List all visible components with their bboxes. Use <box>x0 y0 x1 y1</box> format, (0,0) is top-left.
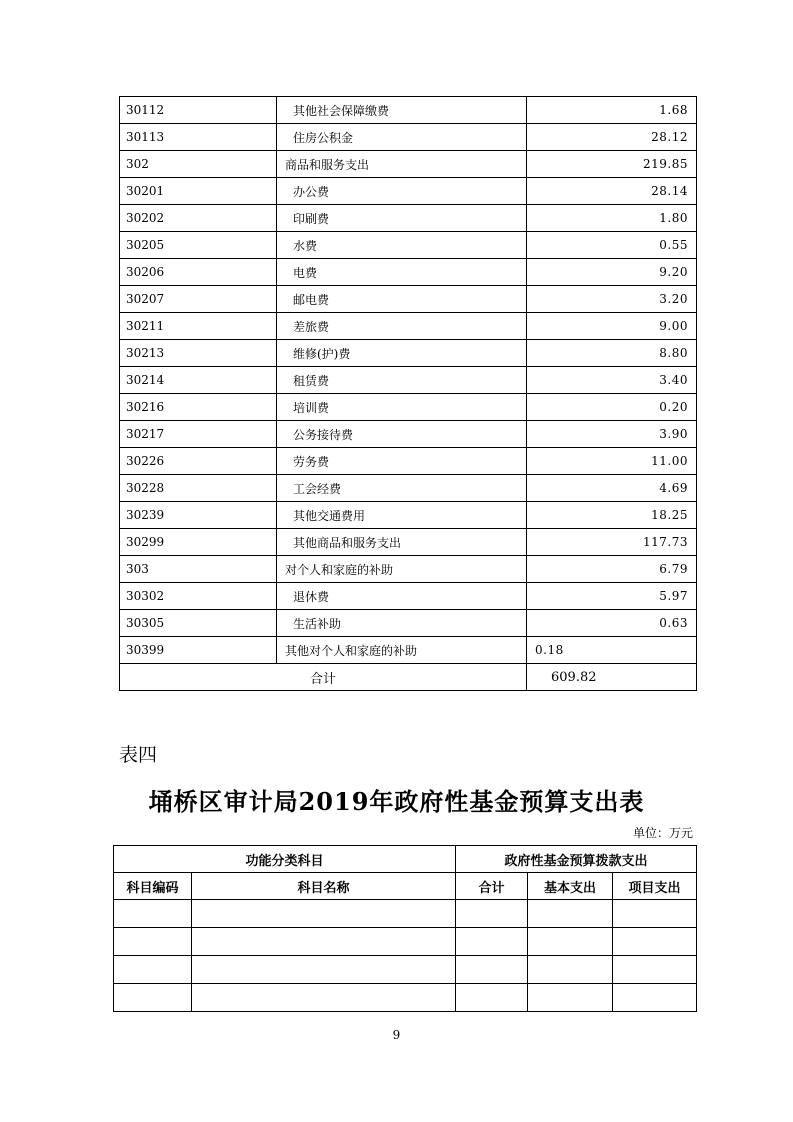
row-name: 维修(护)费 <box>277 340 527 367</box>
row-code: 30214 <box>120 367 277 394</box>
expenditure-table-body <box>120 97 697 691</box>
empty-row <box>114 928 697 956</box>
table-row <box>120 232 697 259</box>
row-name: 印刷费 <box>277 205 527 232</box>
row-code: 30399 <box>120 637 277 664</box>
row-code: 30206 <box>120 259 277 286</box>
row-name: 其他对个人和家庭的补助 <box>277 637 527 664</box>
table-row <box>120 556 697 583</box>
row-amount: 0.20 <box>527 394 697 421</box>
header-name: 科目名称 <box>192 873 456 900</box>
row-name: 商品和服务支出 <box>277 151 527 178</box>
column-header-row <box>114 873 697 900</box>
table-row <box>120 394 697 421</box>
row-code: 30228 <box>120 475 277 502</box>
expenditure-table <box>119 96 697 691</box>
header-total: 合计 <box>456 873 528 900</box>
header-basic: 基本支出 <box>528 873 613 900</box>
row-name: 办公费 <box>277 178 527 205</box>
table-row <box>120 367 697 394</box>
row-code: 30112 <box>120 97 277 124</box>
table-row <box>120 97 697 124</box>
row-amount: 0.63 <box>527 610 697 637</box>
table-row <box>120 259 697 286</box>
table-row <box>120 610 697 637</box>
row-amount: 219.85 <box>527 151 697 178</box>
row-code: 30217 <box>120 421 277 448</box>
row-amount: 28.14 <box>527 178 697 205</box>
total-amount: 609.82 <box>527 664 697 691</box>
table-row <box>120 583 697 610</box>
fund-budget-table <box>113 845 697 1012</box>
table-row <box>120 421 697 448</box>
row-code: 30113 <box>120 124 277 151</box>
row-amount: 0.55 <box>527 232 697 259</box>
row-name: 其他交通费用 <box>277 502 527 529</box>
row-amount: 1.68 <box>527 97 697 124</box>
row-name: 其他社会保障缴费 <box>277 97 527 124</box>
row-amount: 0.18 <box>527 637 697 664</box>
unit-label: 单位：万元 <box>632 826 693 840</box>
row-name: 工会经费 <box>277 475 527 502</box>
table-row <box>120 637 697 664</box>
row-name: 水费 <box>277 232 527 259</box>
total-label: 合计 <box>120 664 527 691</box>
row-amount: 8.80 <box>527 340 697 367</box>
header-fund-appropriation: 政府性基金预算拨款支出 <box>456 846 697 873</box>
page-number: 9 <box>392 1028 401 1042</box>
table-row <box>120 340 697 367</box>
row-name: 退休费 <box>277 583 527 610</box>
header-code: 科目编码 <box>114 873 192 900</box>
row-code: 30205 <box>120 232 277 259</box>
row-amount: 9.00 <box>527 313 697 340</box>
table-row <box>120 448 697 475</box>
row-code: 30202 <box>120 205 277 232</box>
section-label: 表四 <box>119 744 158 766</box>
table-row <box>120 151 697 178</box>
row-code: 30211 <box>120 313 277 340</box>
row-code: 302 <box>120 151 277 178</box>
row-amount: 18.25 <box>527 502 697 529</box>
row-name: 其他商品和服务支出 <box>277 529 527 556</box>
row-code: 30299 <box>120 529 277 556</box>
row-name: 电费 <box>277 259 527 286</box>
row-amount: 3.40 <box>527 367 697 394</box>
row-amount: 5.97 <box>527 583 697 610</box>
row-code: 30207 <box>120 286 277 313</box>
row-name: 劳务费 <box>277 448 527 475</box>
row-amount: 4.69 <box>527 475 697 502</box>
row-name: 邮电费 <box>277 286 527 313</box>
row-code: 30226 <box>120 448 277 475</box>
row-name: 差旅费 <box>277 313 527 340</box>
row-amount: 3.20 <box>527 286 697 313</box>
table-row <box>120 529 697 556</box>
row-amount: 11.00 <box>527 448 697 475</box>
table-row <box>120 313 697 340</box>
row-name: 租赁费 <box>277 367 527 394</box>
header-function-classification: 功能分类科目 <box>114 846 456 873</box>
row-name: 住房公积金 <box>277 124 527 151</box>
table-row <box>120 178 697 205</box>
table-row <box>120 205 697 232</box>
row-amount: 28.12 <box>527 124 697 151</box>
empty-row <box>114 900 697 928</box>
row-name: 公务接待费 <box>277 421 527 448</box>
empty-row <box>114 956 697 984</box>
row-amount: 9.20 <box>527 259 697 286</box>
total-row <box>120 664 697 691</box>
row-code: 30239 <box>120 502 277 529</box>
row-code: 303 <box>120 556 277 583</box>
header-project: 项目支出 <box>613 873 697 900</box>
row-code: 30201 <box>120 178 277 205</box>
row-name: 培训费 <box>277 394 527 421</box>
group-header-row <box>114 846 697 873</box>
empty-row <box>114 984 697 1012</box>
row-amount: 3.90 <box>527 421 697 448</box>
row-amount: 1.80 <box>527 205 697 232</box>
table-row <box>120 286 697 313</box>
row-amount: 117.73 <box>527 529 697 556</box>
row-code: 30302 <box>120 583 277 610</box>
row-code: 30216 <box>120 394 277 421</box>
row-code: 30213 <box>120 340 277 367</box>
table-row <box>120 475 697 502</box>
page-title: 埇桥区审计局2019年政府性基金预算支出表 <box>148 787 645 816</box>
table-row <box>120 124 697 151</box>
row-name: 生活补助 <box>277 610 527 637</box>
row-name: 对个人和家庭的补助 <box>277 556 527 583</box>
table-row <box>120 502 697 529</box>
row-amount: 6.79 <box>527 556 697 583</box>
row-code: 30305 <box>120 610 277 637</box>
